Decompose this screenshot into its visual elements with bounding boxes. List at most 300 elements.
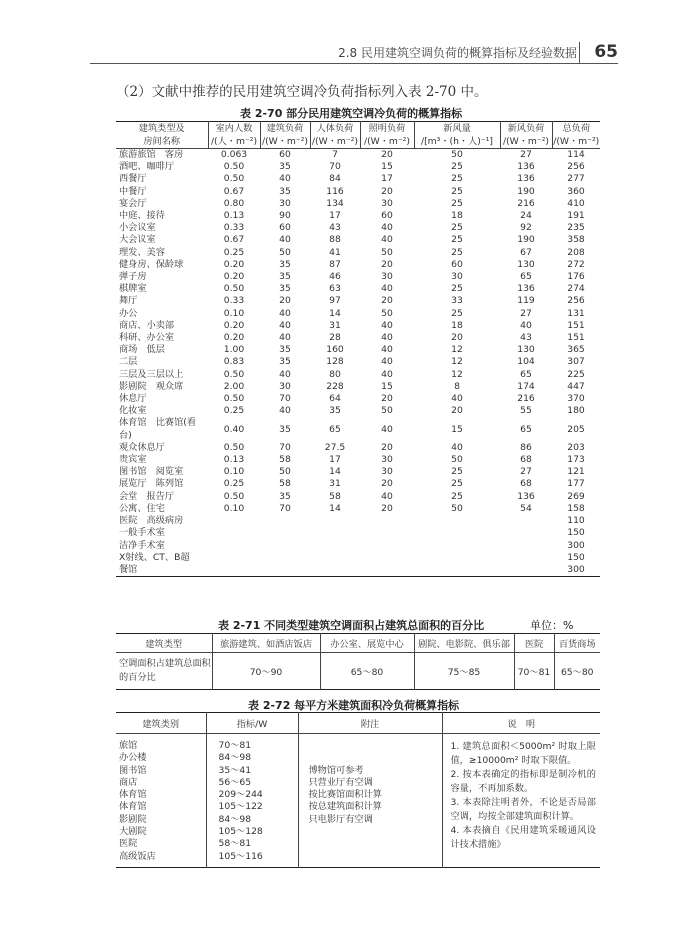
table-2-71-cell: 65～80 (320, 653, 414, 690)
cell: 35 (279, 490, 291, 502)
cell: 88 (329, 234, 341, 246)
cell: 0.20 (223, 319, 245, 331)
table-2-71-cell: 70～90 (212, 653, 320, 690)
cell: 150 (567, 527, 585, 539)
building-type: 图书馆 (119, 764, 147, 776)
cell: 30 (381, 271, 393, 283)
cell: 50 (279, 466, 291, 478)
cell (500, 540, 552, 552)
cell (208, 564, 260, 577)
cell: 30 (451, 271, 463, 283)
table-row (116, 405, 600, 417)
cell: 300 (567, 563, 585, 575)
cell: 50 (451, 502, 463, 514)
cell: 65 (329, 423, 341, 435)
cell: 410 (567, 197, 585, 209)
cell: 116 (326, 185, 344, 197)
table-2-71-unit: 单位：% (530, 619, 574, 632)
cell: 447 (567, 380, 585, 392)
cell: 300 (567, 539, 585, 551)
cell: 92 (520, 222, 532, 234)
table-row (116, 381, 600, 393)
table-row (116, 234, 600, 246)
cell: 30 (279, 380, 291, 392)
cell: 191 (567, 210, 585, 222)
table-row (116, 173, 600, 185)
cell (360, 552, 414, 564)
cell: 190 (517, 234, 535, 246)
table-2-70-header: 新风负荷 (500, 122, 552, 136)
cell: 50 (451, 149, 463, 160)
cell: 7 (332, 149, 338, 160)
cell: 151 (567, 319, 585, 331)
table-row (116, 466, 600, 478)
cell: 50 (381, 405, 393, 417)
row-name: 酒吧、咖啡厅 (119, 161, 175, 173)
cell: 68 (520, 454, 532, 466)
cell: 84 (329, 173, 341, 185)
cell: 12 (451, 368, 463, 380)
row-name: 小会议室 (119, 222, 156, 234)
cell: 20 (381, 185, 393, 197)
row-name: 医院 高级病房 (119, 515, 184, 527)
cell: 174 (517, 380, 535, 392)
row-name: 西餐厅 (119, 173, 147, 185)
cell: 18 (451, 319, 463, 331)
cell: 12 (451, 344, 463, 356)
building-type: 办公楼 (119, 752, 147, 764)
intro-paragraph: （2）文献中推荐的民用建筑空调冷负荷指标列入表 2-70 中。 (116, 84, 488, 100)
row-name: 健身房、保龄球 (119, 258, 184, 270)
cell: 0.25 (223, 405, 245, 417)
cell: 35 (279, 185, 291, 197)
cell: 20 (381, 295, 393, 307)
cell: 27 (520, 307, 532, 319)
page-number: 65 (579, 42, 618, 64)
cell: 58 (279, 454, 291, 466)
cell: 272 (567, 258, 585, 270)
cell: 17 (329, 454, 341, 466)
header-rule (90, 63, 618, 64)
cell: 70 (279, 393, 291, 405)
cell: 228 (326, 380, 344, 392)
table-2-72-notes (298, 734, 442, 868)
row-name: 化妆室 (119, 405, 147, 417)
cell: 114 (567, 149, 585, 160)
cell: 25 (451, 307, 463, 319)
remark: 3. 本表除注明者外，不论是否局部空调，均按全部建筑面积计算。 (450, 797, 596, 822)
table-2-70-header-unit: /[m³・(h・人)⁻¹] (414, 135, 500, 149)
cell: 35 (279, 356, 291, 368)
cell (500, 515, 552, 527)
table-row (116, 503, 600, 515)
load-index: 70～81 (218, 740, 252, 751)
table-row (116, 283, 600, 295)
table-row (116, 308, 600, 320)
table-2-70-header: 室内人数 (208, 122, 260, 136)
table-2-70-header: 建筑类型及 (138, 123, 185, 134)
cell: 55 (520, 405, 532, 417)
cell (208, 527, 260, 539)
cell: 70 (279, 502, 291, 514)
cell: 0.20 (223, 271, 245, 283)
load-index: 84～98 (218, 813, 252, 825)
load-index: 56～65 (218, 776, 252, 788)
cell (360, 540, 414, 552)
cell: 35 (279, 283, 291, 295)
table-2-71-header: 办公室、展览中心 (320, 634, 414, 653)
cell: 20 (381, 502, 393, 514)
cell: 180 (567, 405, 585, 417)
cell (260, 515, 310, 527)
table-2-70-header-unit: /(人・m⁻²) (208, 135, 260, 149)
cell: 235 (567, 222, 585, 234)
table-2-70-caption: 表 2-70 部分民用建筑空调冷负荷的概算指标 (240, 107, 463, 120)
cell (260, 564, 310, 577)
cell: 0.20 (223, 332, 245, 344)
table-2-71-header: 百货商场 (554, 634, 600, 653)
cell: 68 (520, 478, 532, 490)
cell: 35 (279, 258, 291, 270)
table-2-70-header: 人体负荷 (310, 122, 360, 136)
cell: 0.25 (223, 478, 245, 490)
cell: 40 (381, 283, 393, 295)
cell: 50 (451, 454, 463, 466)
cell: 40 (381, 344, 393, 356)
cell: 20 (381, 149, 393, 160)
table-row (116, 515, 600, 527)
cell (260, 552, 310, 564)
cell: 70 (279, 441, 291, 453)
table-row (116, 491, 600, 503)
cell: 2.00 (223, 380, 245, 392)
table-2-72 (116, 712, 600, 868)
table-row (116, 369, 600, 381)
cell (208, 552, 260, 564)
table-2-71-header: 医院 (514, 634, 554, 653)
cell (260, 527, 310, 539)
note: 只电影厅有空调 (308, 813, 373, 825)
cell: 277 (567, 173, 585, 185)
cell: 20 (381, 393, 393, 405)
remark: 4. 本表摘自《民用建筑采暖通风设计技术措施》 (450, 825, 596, 850)
cell: 40 (279, 332, 291, 344)
note: 按总建筑面积计算 (308, 801, 382, 813)
cell: 25 (451, 222, 463, 234)
table-2-72-remarks (442, 734, 600, 868)
cell (500, 564, 552, 577)
cell: 205 (567, 423, 585, 435)
row-name: 餐馆 (119, 563, 138, 575)
cell: 158 (567, 502, 585, 514)
cell: 25 (451, 173, 463, 185)
cell: 360 (567, 185, 585, 197)
cell: 40 (381, 319, 393, 331)
cell: 269 (567, 490, 585, 502)
table-row (116, 161, 600, 173)
cell: 65 (520, 368, 532, 380)
building-type: 商店 (119, 776, 138, 788)
row-name: 商场 低层 (119, 344, 165, 356)
building-type: 旅馆 (119, 740, 138, 751)
cell: 50 (279, 246, 291, 258)
cell: 0.50 (223, 161, 245, 173)
table-2-70-header: 新风量 (414, 122, 500, 136)
cell: 307 (567, 356, 585, 368)
cell: 40 (279, 368, 291, 380)
cell: 160 (326, 344, 344, 356)
note: 博物馆可参考 (308, 764, 364, 776)
cell: 0.40 (223, 423, 245, 435)
cell: 60 (451, 258, 463, 270)
cell: 58 (329, 490, 341, 502)
cell: 177 (567, 478, 585, 490)
cell: 15 (381, 380, 393, 392)
cell: 40 (451, 441, 463, 453)
table-row (116, 222, 600, 234)
cell (208, 515, 260, 527)
cell: 25 (451, 478, 463, 490)
row-name: 科研、办公室 (119, 332, 175, 344)
cell: 136 (517, 283, 535, 295)
cell: 216 (517, 197, 535, 209)
cell (414, 564, 500, 577)
building-type: 体育馆 (119, 789, 147, 801)
cell: 31 (329, 478, 341, 490)
cell (414, 540, 500, 552)
cell: 20 (381, 441, 393, 453)
building-type: 医院 (119, 838, 138, 850)
cell (208, 540, 260, 552)
cell: 30 (279, 197, 291, 209)
cell (360, 527, 414, 539)
load-index: 105～116 (218, 850, 263, 862)
table-2-71-cell: 65～80 (554, 653, 600, 690)
cell: 60 (279, 149, 291, 160)
cell: 0.80 (223, 197, 245, 209)
table-2-70 (116, 121, 600, 577)
cell: 67 (520, 246, 532, 258)
table-2-70-header: 建筑负荷 (260, 122, 310, 136)
table-2-70-header-unit: /(W・m⁻²) (500, 135, 552, 149)
cell: 17 (381, 173, 393, 185)
row-name: 一般手术室 (119, 527, 165, 539)
cell: 134 (326, 197, 344, 209)
cell: 136 (517, 161, 535, 173)
cell: 40 (381, 222, 393, 234)
cell: 40 (381, 234, 393, 246)
cell: 208 (567, 246, 585, 258)
cell: 30 (381, 466, 393, 478)
cell (260, 540, 310, 552)
cell: 25 (451, 161, 463, 173)
cell: 20 (451, 405, 463, 417)
cell: 0.10 (223, 466, 245, 478)
cell (310, 540, 360, 552)
cell: 40 (279, 405, 291, 417)
cell: 90 (279, 210, 291, 222)
cell: 130 (517, 258, 535, 270)
cell: 50 (381, 246, 393, 258)
table-row (116, 393, 600, 405)
cell: 104 (517, 356, 535, 368)
row-name: 二层 (119, 356, 138, 368)
cell: 25 (451, 185, 463, 197)
cell: 216 (517, 393, 535, 405)
load-index: 58～81 (218, 838, 252, 850)
cell: 358 (567, 234, 585, 246)
cell (414, 552, 500, 564)
table-2-71-header: 剧院、电影院、俱乐部 (414, 634, 514, 653)
note (309, 826, 442, 838)
cell: 65 (520, 271, 532, 283)
cell: 40 (381, 423, 393, 435)
table-2-72-header: 指标/W (206, 713, 298, 734)
row-name: 理发、美容 (119, 246, 165, 258)
load-index: 84～98 (218, 752, 252, 764)
cell: 35 (279, 423, 291, 435)
cell: 40 (279, 307, 291, 319)
cell (360, 564, 414, 577)
cell: 70 (329, 161, 341, 173)
note (309, 838, 442, 850)
table-2-70-header: 照明负荷 (360, 122, 414, 136)
cell: 60 (279, 222, 291, 234)
cell: 0.67 (223, 234, 245, 246)
row-name: 舞厅 (119, 295, 138, 307)
row-name: 洁净手术室 (119, 539, 165, 551)
table-2-72-caption: 表 2-72 每平方米建筑面积冷负荷概算指标 (248, 699, 460, 712)
cell: 225 (567, 368, 585, 380)
cell: 131 (567, 307, 585, 319)
cell: 14 (329, 466, 341, 478)
cell: 35 (279, 271, 291, 283)
cell: 41 (329, 246, 341, 258)
cell: 176 (567, 271, 585, 283)
table-2-72-header: 附注 (298, 713, 442, 734)
cell (310, 515, 360, 527)
cell: 43 (520, 332, 532, 344)
cell: 25 (451, 246, 463, 258)
cell: 40 (451, 393, 463, 405)
section-title: 2.8 民用建筑空调负荷的概算指标及经验数据 (338, 46, 577, 60)
table-row (116, 417, 600, 441)
table-2-70-header-unit: /(W・m⁻²) (553, 136, 600, 147)
cell: 27 (520, 466, 532, 478)
table-2-72-values (206, 734, 298, 868)
cell: 24 (520, 210, 532, 222)
cell: 46 (329, 271, 341, 283)
cell: 33 (451, 295, 463, 307)
cell: 256 (567, 161, 585, 173)
cell (500, 527, 552, 539)
cell: 274 (567, 283, 585, 295)
cell: 121 (567, 466, 585, 478)
row-name: 商店、小卖部 (119, 319, 175, 331)
cell: 365 (567, 344, 585, 356)
row-name: 展览厅 陈列馆 (119, 478, 184, 490)
row-name: 大会议室 (119, 234, 156, 246)
row-name: 弹子房 (119, 271, 147, 283)
cell: 12 (451, 356, 463, 368)
cell: 110 (567, 515, 585, 527)
cell: 28 (329, 332, 341, 344)
cell (310, 564, 360, 577)
cell: 25 (451, 197, 463, 209)
cell: 40 (381, 368, 393, 380)
table-row (116, 247, 600, 259)
table-row (116, 564, 600, 577)
cell: 370 (567, 393, 585, 405)
table-row (116, 259, 600, 271)
cell: 64 (329, 393, 341, 405)
cell: 0.50 (223, 283, 245, 295)
cell: 63 (329, 283, 341, 295)
table-row (116, 149, 600, 162)
running-header (0, 40, 700, 66)
row-name: 图书馆 阅览室 (119, 466, 184, 478)
cell: 0.50 (223, 490, 245, 502)
cell: 27 (520, 149, 532, 160)
table-row (116, 295, 600, 307)
cell: 25 (451, 466, 463, 478)
cell: 0.33 (223, 222, 245, 234)
table-2-71-header: 旅游建筑、如酒店饭店 (212, 634, 320, 653)
table-2-71-row-label: 空调面积占建筑总面积的百分比 (119, 658, 211, 683)
load-index: 105～122 (218, 801, 263, 813)
cell: 18 (451, 210, 463, 222)
cell: 0.20 (223, 258, 245, 270)
table-2-70-header: 总负荷 (552, 122, 600, 136)
table-row (116, 186, 600, 198)
table-2-71-header: 建筑类型 (116, 634, 212, 653)
cell: 136 (517, 173, 535, 185)
cell: 97 (329, 295, 341, 307)
load-index: 209～244 (218, 789, 263, 801)
row-name: 棋牌室 (119, 283, 147, 295)
cell: 256 (567, 295, 585, 307)
cell (310, 527, 360, 539)
cell: 43 (329, 222, 341, 234)
table-row (116, 356, 600, 368)
cell: 0.50 (223, 441, 245, 453)
cell (360, 515, 414, 527)
building-type: 大剧院 (119, 826, 147, 838)
cell: 0.13 (223, 210, 245, 222)
cell: 0.10 (223, 502, 245, 514)
cell: 0.50 (223, 173, 245, 185)
table-row (116, 198, 600, 210)
cell: 14 (329, 502, 341, 514)
table-2-72-header: 建筑类别 (116, 713, 206, 734)
cell: 80 (329, 368, 341, 380)
cell (414, 515, 500, 527)
cell: 30 (381, 197, 393, 209)
cell (500, 552, 552, 564)
cell: 40 (279, 173, 291, 185)
cell (414, 527, 500, 539)
cell: 25 (451, 490, 463, 502)
building-type: 高级饭店 (119, 850, 156, 862)
table-row (116, 344, 600, 356)
cell: 27.5 (324, 441, 346, 453)
note (309, 851, 442, 863)
table-2-71-cell: 70～81 (514, 653, 554, 690)
cell: 35 (279, 161, 291, 173)
note: 按比赛馆面积计算 (308, 789, 382, 801)
table-row (116, 442, 600, 454)
table-row (116, 540, 600, 552)
